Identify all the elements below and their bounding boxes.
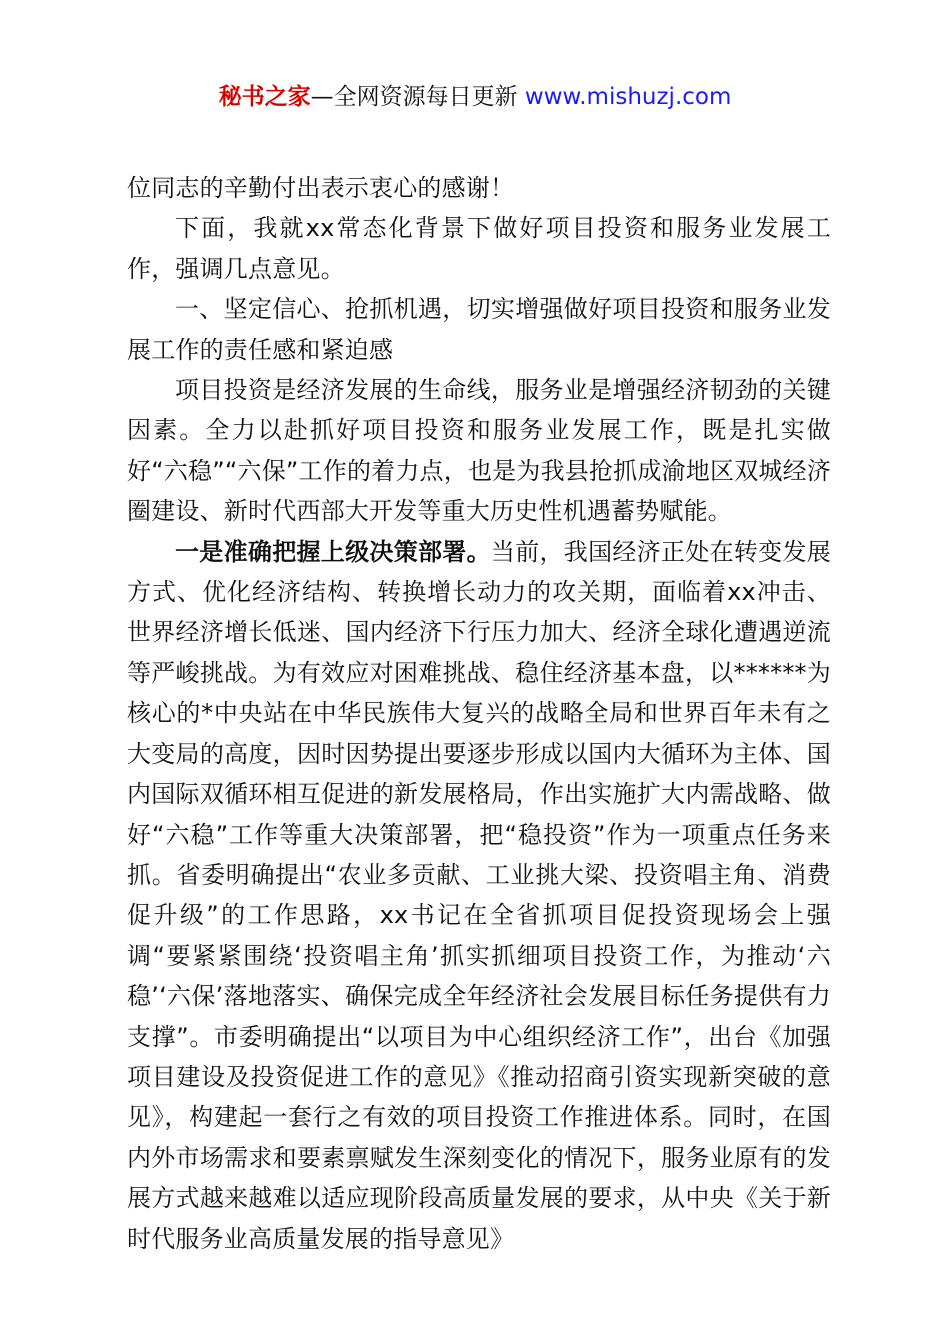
paragraph-intro: 下面，我就xx常态化背景下做好项目投资和服务业发展工作，强调几点意见。: [127, 214, 831, 283]
site-url-link[interactable]: www.mishuzj.com: [524, 84, 732, 110]
paragraph-continuation: 位同志的辛勤付出表示衷心的感谢！: [127, 174, 515, 202]
document-body: [127, 168, 831, 1259]
site-slogan: —全网资源每日更新: [310, 84, 518, 110]
site-name: 秘书之家: [218, 84, 311, 110]
paragraph-point-one: [127, 532, 831, 1259]
paragraph-overview: 项目投资是经济发展的生命线，服务业是增强经济韧劲的关键因素。全力以赴抓好项目投资和服务业发展工作，既是扎实做好“六稳”“六保”工作的着力点，也是为我县抢抓成渝地区双城经济圈建设、新时代西部大开发等重大历史性机遇蓄势赋能。: [127, 376, 831, 526]
point-one-lead: 一是准确把握上级决策部署。: [175, 537, 491, 566]
point-one-text: 当前，我国经济正处在转变发展方式、优化经济结构、转换增长动力的攻关期，面临着xx冲击、世界经济增长低迷、国内经济下行压力加大、经济全球化遭遇逆流等严峻挑战。为有效应对困难挑战、稳住经济基本盘，以******为核心的*中央站在中华民族伟大复兴的战略全局和世界百年未有之大变局的高度，因时因势提出要逐步形成以国内大循环为主体、国内国际双循环相互促进的新发展格局，作出实施扩大内需战略、做好“六稳”工作等重大决策部署，把“稳投资”作为一项重点任务来抓。省委明确提出“农业多贡献、工业挑大梁、投资唱主角、消费促升级”的工作思路，xx书记在全省抓项目促投资现场会上强调“要紧紧围绕‘投资唱主角’抓实抓细项目投资工作，为推动‘六稳’‘六保’落地落实、确保完成全年经济社会发展目标任务提供有力支撑”。市委明确提出“以项目为中心组织经济工作”，出台《加强项目建设及投资促进工作的意见》《推动招商引资实现新突破的意见》，构建起一套行之有效的项目投资工作推进体系。同时，在国内外市场需求和要素禀赋发生深刻变化的情况下，服务业原有的发展方式越来越难以适应现阶段高质量发展的要求，从中央《关于新时代服务业高质量发展的指导意见》: [127, 537, 831, 1253]
site-header: [0, 80, 950, 114]
section-heading: 一、坚定信心、抢抓机遇，切实增强做好项目投资和服务业发展工作的责任感和紧迫感: [127, 295, 831, 364]
